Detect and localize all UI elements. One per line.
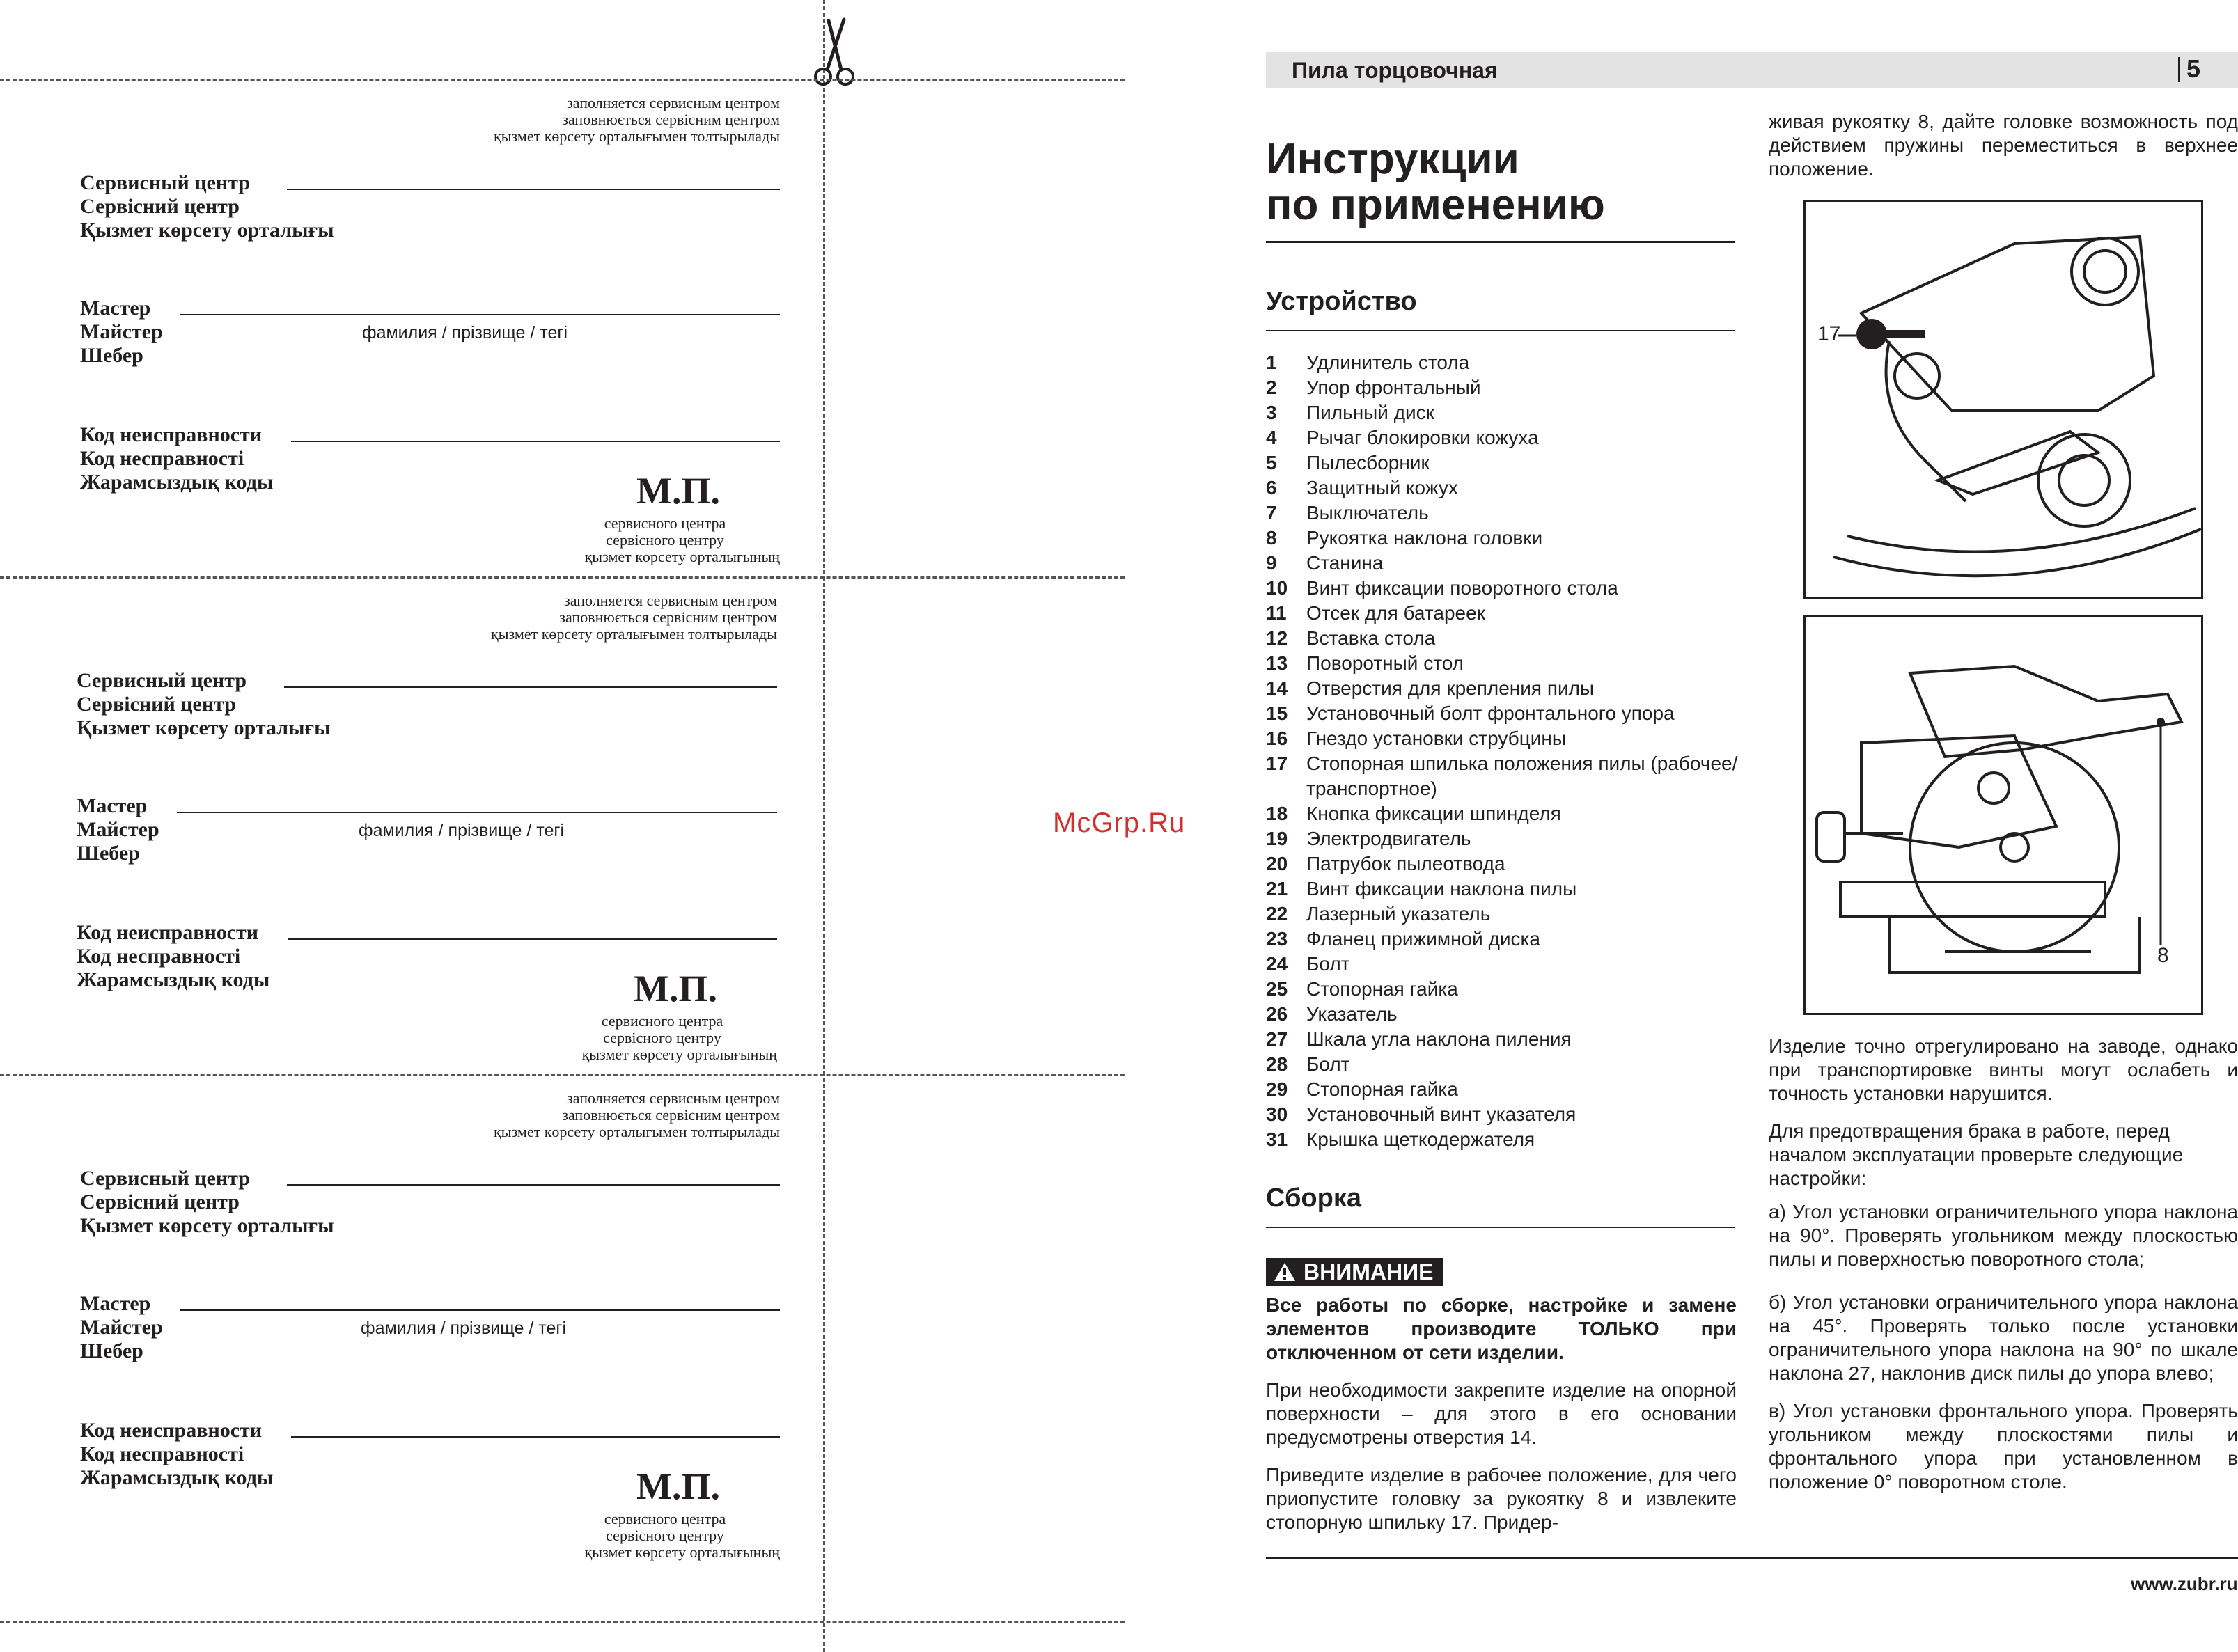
coupon-note: заполняется сервисным центром заповнюється сервісним центром қызмет көрсету орталығымен толтырылады — [494, 94, 780, 145]
stamp-label: М.П. — [634, 968, 717, 1009]
footer-rule — [1266, 1557, 2238, 1559]
part-label: Вставка стола — [1306, 627, 1436, 649]
part-number: 16 — [1266, 727, 1288, 749]
part-label: Выключатель — [1306, 502, 1429, 524]
part-number: 27 — [1266, 1028, 1288, 1050]
part-number: 9 — [1266, 552, 1277, 574]
saw-head-illustration — [1806, 202, 2201, 597]
part-number: 11 — [1266, 602, 1287, 624]
service-coupon — [0, 592, 822, 1090]
check-item-c: в) Угол установки фронтального упора. Проверять угольником между плоскостями пилы и фронтального упора при установленном в положение 0° поворотном столе. — [1769, 1400, 2238, 1493]
paragraph-continuation: живая рукоятку 8, дайте головке возможность под действием пружины переместиться в верхнее положение. — [1769, 111, 2238, 180]
part-item — [1266, 626, 1739, 651]
defect-code-label: Код неисправности Код несправності Жарамсыздық коды — [77, 921, 270, 991]
stamp-caption: сервисного центра сервісного центру қызмет көрсету орталығының — [581, 1012, 777, 1063]
part-label: Винт фиксации поворотного стола — [1306, 577, 1618, 599]
part-number: 23 — [1266, 928, 1288, 950]
part-label: Шкала угла наклона пиления — [1306, 1028, 1572, 1050]
master-field[interactable] — [177, 812, 777, 813]
vertical-cut-line — [823, 0, 825, 1652]
part-number: 15 — [1266, 702, 1288, 724]
part-label: Лазерный указатель — [1306, 903, 1491, 925]
paragraph-working-position: Приведите изделие в рабочее положение, для чего приопустите головку за рукоятку 8 и извлеките стопорную шпильку 17. Придер- — [1266, 1464, 1737, 1533]
coupon-note: заполняется сервисным центром заповнюється сервісним центром қызмет көрсету орталығымен толтырылады — [494, 1089, 780, 1140]
part-label: Болт — [1306, 1053, 1350, 1075]
defect-code-label: Код неисправности Код несправності Жарамсыздық коды — [80, 423, 274, 494]
part-item — [1266, 576, 1739, 601]
part-label: Отверстия для крепления пилы — [1306, 677, 1595, 699]
master-field[interactable] — [180, 314, 780, 315]
part-label: Рукоятка наклона головки — [1306, 527, 1543, 549]
part-label: Фланец прижимной диска — [1306, 928, 1540, 950]
page-title: Инструкции по применению — [1266, 135, 1605, 229]
part-label: Патрубок пылеотвода — [1306, 853, 1505, 874]
part-item — [1266, 1102, 1739, 1127]
part-item — [1266, 1002, 1739, 1027]
part-label: Пильный диск — [1306, 402, 1434, 423]
part-label: Удлинитель стола — [1306, 352, 1470, 373]
part-item — [1266, 400, 1739, 425]
master-label: Мастер Майстер Шебер — [80, 1292, 163, 1362]
part-label: Отсек для батареек — [1306, 602, 1485, 624]
defect-code-field[interactable] — [291, 441, 780, 442]
scissors-icon — [813, 13, 858, 89]
service-coupon — [0, 1090, 822, 1588]
service-center-label: Сервисный центр Сервісний центр Қызмет көрсету орталығы — [80, 171, 334, 242]
callout-pin: 17 — [1817, 322, 1841, 345]
part-item — [1266, 501, 1739, 526]
part-number: 22 — [1266, 903, 1288, 925]
service-center-field[interactable] — [284, 686, 777, 688]
title-rule — [1266, 241, 1735, 243]
service-center-label: Сервисный центр Сервісний центр Қызмет көрсету орталығы — [77, 669, 331, 739]
part-label: Указатель — [1306, 1003, 1398, 1025]
paragraph-check-settings: Для предотвращения брака в работе, перед началом эксплуатации проверьте следующие настройки: — [1769, 1120, 2184, 1189]
surname-hint: фамилия / прізвище / тегі — [359, 821, 565, 840]
part-number: 8 — [1266, 527, 1277, 549]
part-item — [1266, 751, 1739, 801]
surname-hint: фамилия / прізвище / тегі — [362, 323, 568, 343]
part-item — [1266, 952, 1739, 977]
paragraph-fixing: При необходимости закрепите изделие на опорной поверхности – для этого в его основании предусмотрены отверстия 14. — [1266, 1379, 1737, 1448]
service-center-label: Сервисный центр Сервісний центр Қызмет көрсету орталығы — [80, 1167, 334, 1237]
part-item — [1266, 1052, 1739, 1077]
part-number: 1 — [1266, 352, 1277, 373]
part-number: 31 — [1266, 1128, 1288, 1150]
part-number: 29 — [1266, 1078, 1288, 1100]
footer-url[interactable]: www.zubr.ru — [2131, 1573, 2238, 1594]
part-number: 19 — [1266, 828, 1288, 849]
part-label: Электродвигатель — [1306, 828, 1471, 849]
part-number: 6 — [1266, 477, 1277, 498]
cut-line — [0, 79, 1125, 81]
miter-saw-illustration — [1806, 617, 2201, 1013]
part-label: Защитный кожух — [1306, 477, 1458, 498]
section-rule — [1266, 330, 1735, 331]
part-item — [1266, 902, 1739, 927]
part-number: 21 — [1266, 878, 1288, 899]
part-item — [1266, 551, 1739, 576]
part-label: Стопорная гайка — [1306, 1078, 1458, 1100]
part-number: 25 — [1266, 978, 1288, 1000]
service-center-field[interactable] — [287, 189, 780, 190]
defect-code-label: Код неисправности Код несправності Жарамсыздық коды — [80, 1419, 274, 1489]
part-item — [1266, 526, 1739, 551]
part-item — [1266, 425, 1739, 450]
part-number: 17 — [1266, 753, 1288, 774]
service-center-field[interactable] — [287, 1184, 780, 1186]
warning-triangle-icon — [1273, 1261, 1297, 1282]
surname-hint: фамилия / прізвище / тегі — [361, 1319, 567, 1338]
page-header-title: Пила торцовочная — [1292, 58, 1498, 83]
coupon-note: заполняется сервисным центром заповнюється сервісним центром қызмет көрсету орталығымен толтырылады — [491, 592, 777, 643]
part-label: Рычаг блокировки кожуха — [1306, 427, 1539, 448]
part-number: 10 — [1266, 577, 1288, 599]
part-label: Болт — [1306, 953, 1350, 975]
warning-text: Все работы по сборке, настройке и замене элементов производите ТОЛЬКО при отключенном от сети изделии. — [1266, 1294, 1737, 1363]
part-item — [1266, 375, 1739, 400]
part-item — [1266, 927, 1739, 952]
part-label: Стопорная шпилька положения пилы (рабочее/транспортное) — [1306, 753, 1738, 799]
part-label: Станина — [1306, 552, 1384, 574]
watermark[interactable]: McGrp.Ru — [1053, 808, 1186, 838]
part-number: 5 — [1266, 452, 1277, 473]
part-number: 4 — [1266, 427, 1277, 448]
paragraph-factory-setting: Изделие точно отрегулировано на заводе, однако при транспортировке винты могут ослабеть и точность установки нарушится. — [1769, 1035, 2238, 1104]
master-label: Мастер Майстер Шебер — [77, 794, 159, 865]
callout-handle: 8 — [2157, 944, 2169, 967]
part-number: 3 — [1266, 402, 1277, 423]
part-label: Упор фронтальный — [1306, 377, 1481, 398]
part-item — [1266, 876, 1739, 902]
figure-saw-handle — [1803, 615, 2203, 1015]
part-item — [1266, 726, 1739, 751]
part-item — [1266, 826, 1739, 851]
part-label: Гнездо установки струбцины — [1306, 727, 1566, 749]
part-number: 30 — [1266, 1103, 1288, 1125]
part-label: Стопорная гайка — [1306, 978, 1458, 1000]
part-number: 12 — [1266, 627, 1288, 649]
part-label: Пылесборник — [1306, 452, 1430, 473]
section-heading-assembly: Сборка — [1266, 1183, 1361, 1213]
part-item — [1266, 475, 1739, 501]
figure-stopper-pin — [1803, 200, 2203, 599]
part-number: 7 — [1266, 502, 1277, 524]
check-item-a: а) Угол установки ограничительного упора наклона на 90°. Проверять угольником между плоскостью пилы и поверхностью поворотного стола; — [1769, 1201, 2238, 1270]
part-item — [1266, 651, 1739, 676]
page-number: 5 — [2186, 54, 2201, 83]
stamp-label: М.П. — [636, 470, 720, 512]
stamp-caption: сервисного центра сервісного центру қызмет көрсету орталығының — [584, 1510, 780, 1561]
part-item — [1266, 601, 1739, 626]
part-item — [1266, 1127, 1739, 1152]
part-number: 13 — [1266, 652, 1288, 674]
part-item — [1266, 801, 1739, 826]
part-item — [1266, 977, 1739, 1002]
stamp-label: М.П. — [636, 1465, 720, 1507]
master-label: Мастер Майстер Шебер — [80, 297, 163, 367]
part-label: Установочный болт фронтального упора — [1306, 702, 1675, 724]
part-label: Установочный винт указателя — [1306, 1103, 1576, 1125]
header-divider — [2178, 57, 2180, 82]
stamp-caption: сервисного центра сервісного центру қызмет көрсету орталығының — [584, 514, 780, 565]
part-item — [1266, 851, 1739, 876]
part-item — [1266, 676, 1739, 701]
part-item — [1266, 1077, 1739, 1102]
part-item — [1266, 701, 1739, 726]
part-number: 14 — [1266, 677, 1288, 699]
part-label: Винт фиксации наклона пилы — [1306, 878, 1577, 899]
parts-list — [1266, 350, 1739, 1152]
cut-line — [0, 1621, 1125, 1623]
part-item — [1266, 1027, 1739, 1052]
part-label: Поворотный стол — [1306, 652, 1464, 674]
master-field[interactable] — [180, 1309, 780, 1311]
service-coupon — [0, 95, 822, 592]
part-number: 26 — [1266, 1003, 1288, 1025]
part-number: 24 — [1266, 953, 1288, 975]
part-number: 2 — [1266, 377, 1277, 398]
part-number: 20 — [1266, 853, 1288, 874]
part-label: Крышка щеткодержателя — [1306, 1128, 1535, 1150]
section-heading-device: Устройство — [1266, 287, 1417, 316]
section-rule — [1266, 1227, 1735, 1228]
defect-code-field[interactable] — [288, 938, 777, 940]
warning-badge: ВНИМАНИЕ — [1266, 1258, 1443, 1286]
part-number: 28 — [1266, 1053, 1288, 1075]
part-item — [1266, 450, 1739, 475]
part-number: 18 — [1266, 803, 1288, 824]
check-item-b: б) Угол установки ограничительного упора наклона на 45°. Проверять только после установки ограничительного упора наклона на 90° по шкале наклона 27, наклонив диск пилы до упора влево; — [1769, 1291, 2238, 1384]
part-item — [1266, 350, 1739, 375]
defect-code-field[interactable] — [291, 1436, 780, 1438]
part-label: Кнопка фиксации шпинделя — [1306, 803, 1561, 824]
